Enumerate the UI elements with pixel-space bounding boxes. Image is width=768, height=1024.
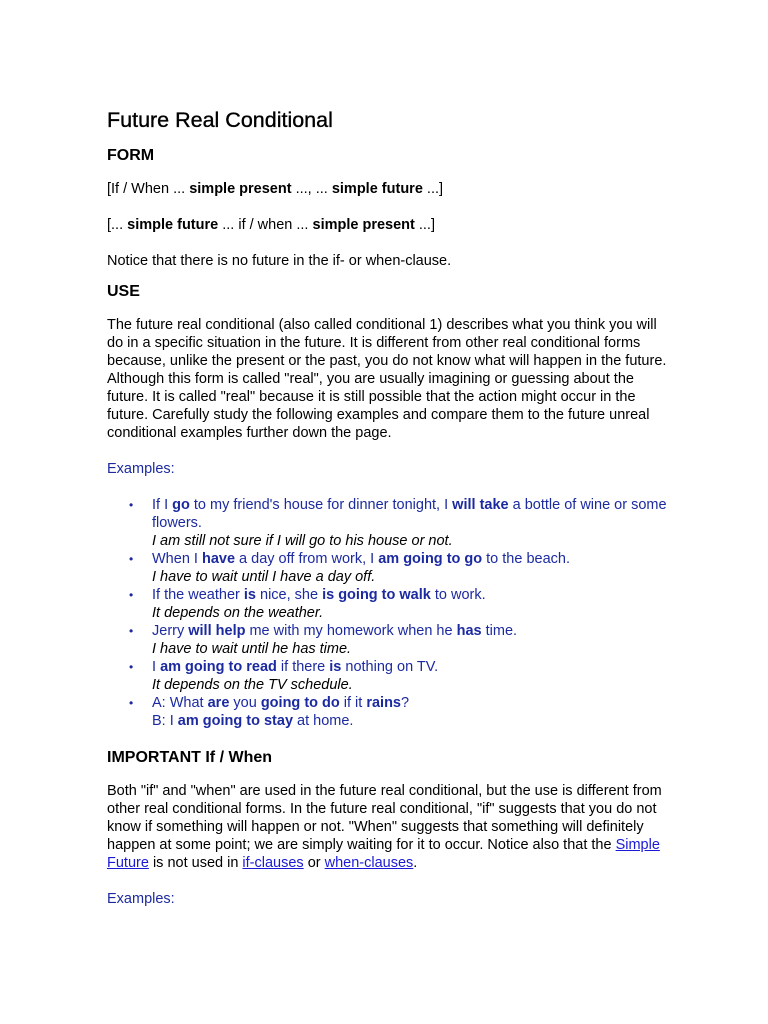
list-item: • If the weather is nice, she is going to walk to work. It depends on the weather.: [107, 586, 667, 622]
use-heading: USE: [107, 283, 140, 300]
examples-label-2: Examples:: [107, 891, 175, 907]
document-page: [107, 104, 667, 908]
form-line-2: [... simple future ... if / when ... simple present ...]: [107, 217, 435, 233]
example-note: I am still not sure if I will go to his house or not.: [152, 533, 453, 549]
examples-list: [107, 496, 667, 730]
form-heading: FORM: [107, 147, 155, 164]
bullet-icon: •: [129, 696, 134, 710]
examples-label: Examples:: [107, 461, 175, 477]
important-paragraph: Both "if" and "when" are used in the future real conditional, but the use is different from other real conditional forms. In the future real conditional, "if" suggests that you do not know if something will happen or not. "When" suggests that something will definitely happen at some point; we are simply waiting for it to occur. Notice also that the Simple Future is not used in if-clauses or when-clauses.: [107, 783, 662, 871]
form-line-1: [If / When ... simple present ..., ... simple future ...]: [107, 181, 444, 197]
bullet-icon: •: [129, 498, 134, 512]
list-item: • A: What are you going to do if it rains? B: I am going to stay at home.: [129, 695, 410, 729]
list-item: • Jerry will help me with my homework when he has time. I have to wait until he has time.: [107, 622, 667, 658]
list-item: • When I have a day off from work, I am going to go to the beach. I have to wait until I have a day off.: [107, 550, 667, 586]
simple-future-link[interactable]: Simple Future: [107, 837, 660, 871]
when-clauses-link[interactable]: when-clauses: [324, 855, 414, 871]
important-heading: IMPORTANT If / When: [107, 749, 273, 766]
bullet-icon: •: [129, 660, 134, 674]
page-title: Future Real Conditional: [107, 108, 333, 132]
bullet-icon: •: [129, 624, 134, 638]
form-notice: Notice that there is no future in the if- or when-clause.: [107, 253, 452, 269]
example-note: It depends on the TV schedule.: [152, 677, 353, 693]
example-note: It depends on the weather.: [152, 605, 324, 621]
if-clauses-link[interactable]: if-clauses: [242, 855, 304, 871]
bullet-icon: •: [129, 552, 134, 566]
use-paragraph: The future real conditional (also called conditional 1) describes what you think you will do in a specific situation in the future. It is different from other real conditional forms because, unlike the present or the past, you do not know what will happen in the future. Although this form is called "real", you are usually imagining or guessing about the future. It is called "real" because it is still possible that the action might occur in the future. Carefully study the following examples and compare them to the future unreal conditional examples further down the page.: [107, 317, 667, 441]
example-note: I have to wait until he has time.: [152, 641, 352, 657]
bullet-icon: •: [129, 588, 134, 602]
example-note: I have to wait until I have a day off.: [152, 569, 376, 585]
list-item: • If I go to my friend's house for dinner tonight, I will take a bottle of wine or some flowers. I am still not sure if I will go to his house or not.: [129, 497, 667, 549]
list-item: • I am going to read if there is nothing on TV. It depends on the TV schedule.: [107, 658, 667, 694]
